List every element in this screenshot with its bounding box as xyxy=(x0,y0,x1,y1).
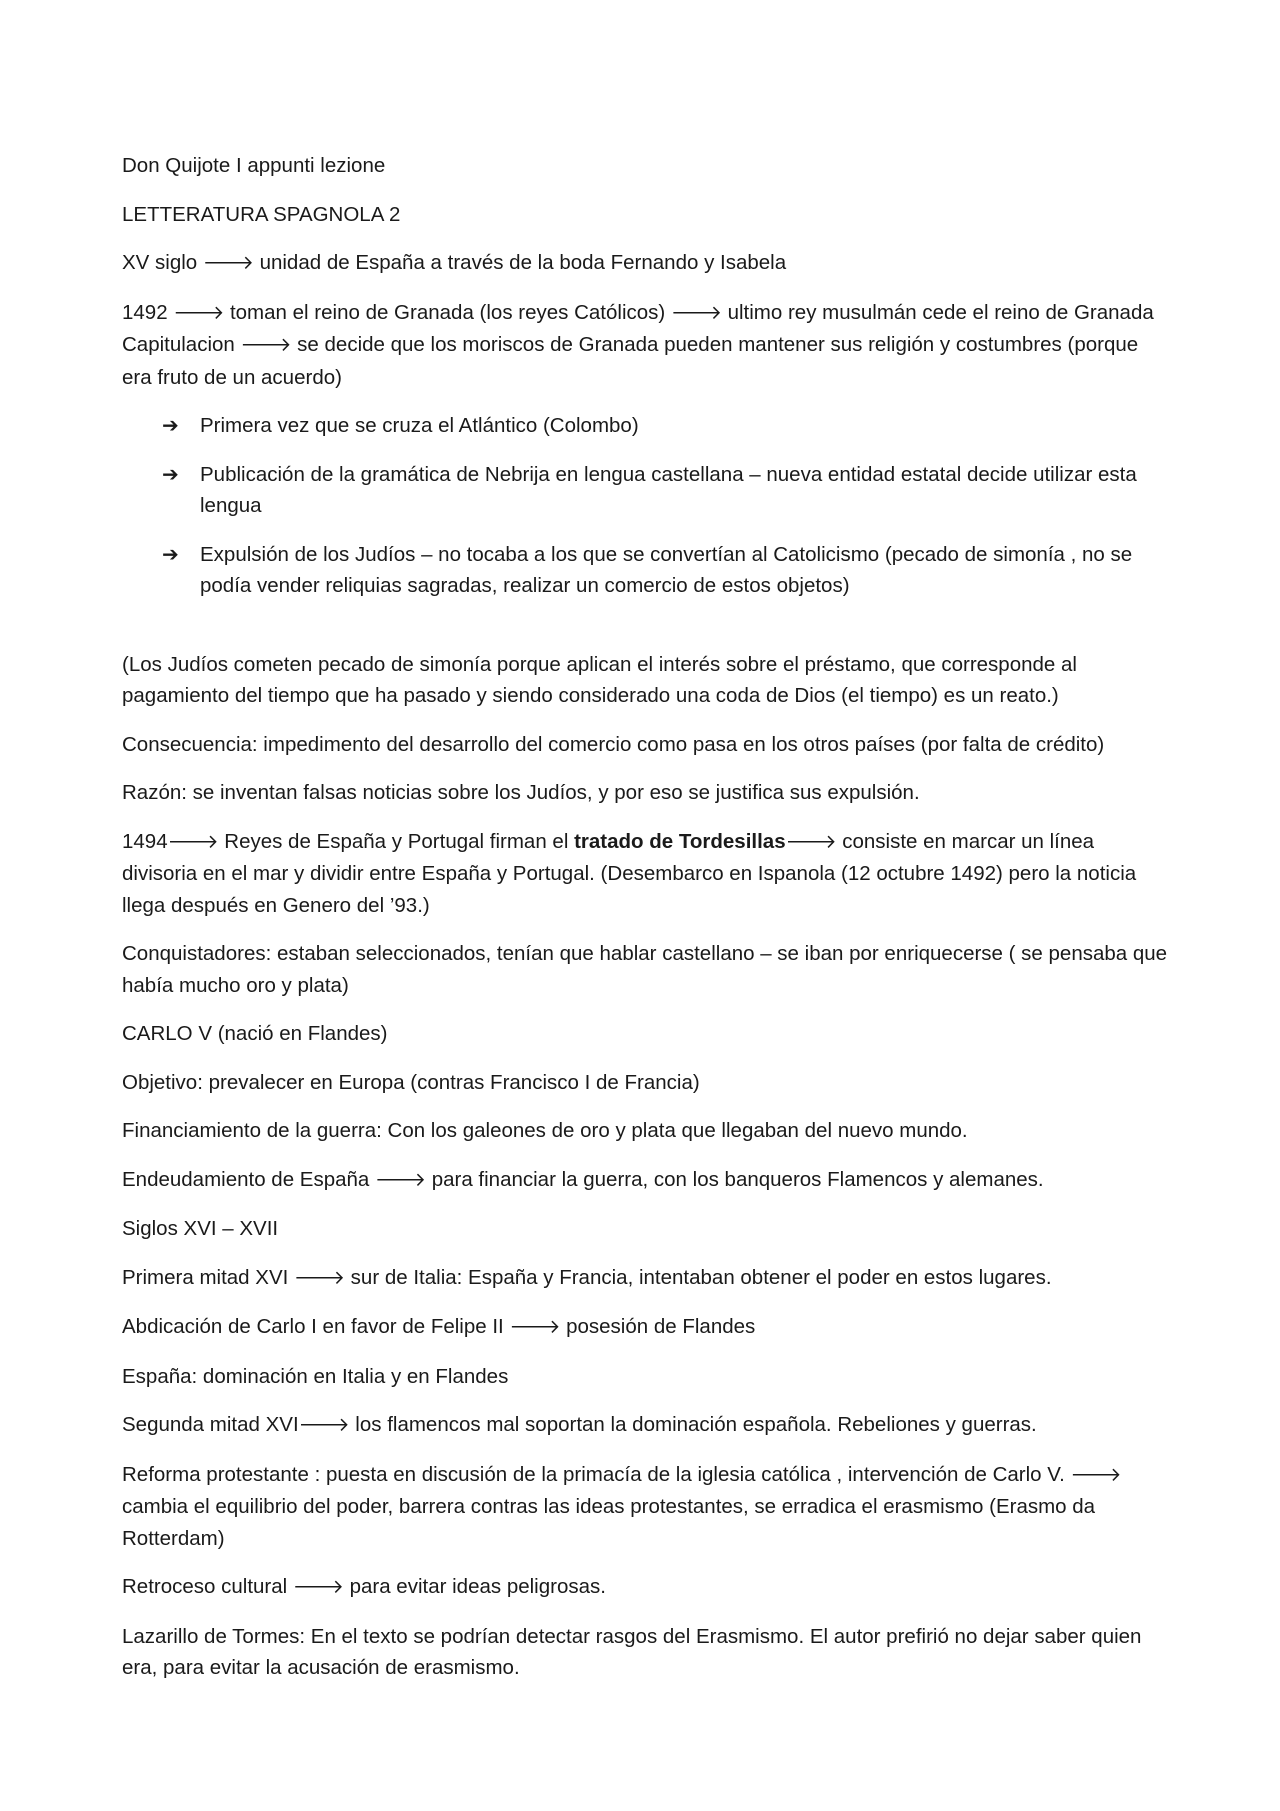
bullet-list xyxy=(122,410,1172,602)
blank-line xyxy=(122,619,1172,649)
bullet-arrow-icon: ➔ xyxy=(162,413,179,437)
list-item: ➔ Publicación de la gramática de Nebrija en lengua castellana – nueva entidad estatal decide utilizar esta lengua xyxy=(122,459,1172,522)
paragraph-1494: 1494🡒 Reyes de España y Portugal firman el tratado de Tordesillas🡒 consiste en marcar un línea divisoria en el mar y dividir entre España y Portugal. (Desembarco en Ispanola (12 octubre 1492) pero la noticia llega después en Genero del ’93.) xyxy=(122,829,1137,917)
paragraph-segunda-mitad: Segunda mitad XVI🡒 los flamencos mal soportan la dominación española. Rebeliones y guerras. xyxy=(122,1413,1037,1436)
paragraph-lazarillo: Lazarillo de Tormes: En el texto se podrían detectar rasgos del Erasmismo. El autor prefirió no dejar saber quien era, para evitar la acusación de erasmismo. xyxy=(122,1624,1142,1679)
paragraph-abdicacion: Abdicación de Carlo I en favor de Felipe II 🡒 posesión de Flandes xyxy=(122,1315,756,1338)
paragraph-xv-siglo: XV siglo 🡒 unidad de España a través de la boda Fernando y Isabela xyxy=(122,251,787,274)
list-item: ➔ Expulsión de los Judíos – no tocaba a los que se convertían al Catolicismo (pecado de simonía , no se podía vender reliquias sagradas, realizar un comercio de estos objetos) xyxy=(122,539,1172,602)
paragraph-consecuencia: Consecuencia: impedimento del desarrollo del comercio como pasa en los otros países (por falta de crédito) xyxy=(122,732,1105,756)
arrow-icon: 🡒 xyxy=(375,1168,426,1191)
paragraph-judios: (Los Judíos cometen pecado de simonía porque aplican el interés sobre el préstamo, que corresponde al pagamiento del tiempo que ha pasado y siendo considerado una coda de Dios (el tiempo) es un reato.) xyxy=(122,652,1077,707)
paragraph-objetivo: Objetivo: prevalecer en Europa (contras Francisco I de Francia) xyxy=(122,1070,700,1094)
paragraph-carlo: CARLO V (nació en Flandes) xyxy=(122,1022,388,1045)
arrow-icon: 🡒 xyxy=(240,334,292,356)
list-item: ➔ Primera vez que se cruza el Atlántico (Colombo) xyxy=(122,410,1172,442)
document-page xyxy=(122,150,1172,1701)
arrow-icon: 🡒 xyxy=(294,1266,345,1289)
arrow-icon: 🡒 xyxy=(298,1414,350,1436)
bullet-arrow-icon: ➔ xyxy=(162,461,179,486)
arrow-icon: 🡒 xyxy=(509,1316,561,1338)
paragraph-razon: Razón: se inventan falsas noticias sobre los Judíos, y por eso se justifica sus expulsión. xyxy=(122,781,920,804)
paragraph-conquistadores: Conquistadores: estaban seleccionados, tenían que hablar castellano – se iban por enriquecerse ( se pensaba que había mucho oro y plata) xyxy=(122,942,1168,997)
paragraph-reforma: Reforma protestante : puesta en discusión de la primacía de la iglesia católica , intervención de Carlo V. 🡒 cambia el equilibrio del poder, barrera contras las ideas protestantes, se erradica el erasmismo (Erasmo da Rotterdam) xyxy=(122,1462,1122,1550)
paragraph-financiamiento: Financiamiento de la guerra: Con los galeones de oro y plata que llegaban del nuevo mundo. xyxy=(122,1119,968,1142)
paragraph-retroceso: Retroceso cultural 🡒 para evitar ideas peligrosas. xyxy=(122,1575,606,1598)
bullet-arrow-icon: ➔ xyxy=(162,541,179,566)
arrow-icon: 🡒 xyxy=(202,252,254,274)
arrow-icon: 🡒 xyxy=(292,1576,344,1598)
course-name: LETTERATURA SPAGNOLA 2 xyxy=(122,202,401,226)
bold-term: tratado de Tordesillas xyxy=(574,829,786,853)
paragraph-endeudamiento: Endeudamiento de España 🡒 para financiar la guerra, con los banqueros Flamencos y alemanes. xyxy=(122,1167,1044,1191)
arrow-icon: 🡒 xyxy=(173,301,225,324)
paragraph-1492: 1492 🡒 toman el reino de Granada (los reyes Católicos) 🡒 ultimo rey musulmán cede el reino de Granada Capitulacion 🡒 se decide que los moriscos de Granada pueden mantener sus religión y costumbres (porque era fruto de un acuerdo) xyxy=(122,300,1154,389)
arrow-icon: 🡒 xyxy=(1070,1463,1122,1486)
doc-title: Don Quijote I appunti lezione xyxy=(122,154,386,177)
paragraph-espana: España: dominación en Italia y en Flandes xyxy=(122,1364,509,1388)
arrow-icon: 🡒 xyxy=(167,830,219,853)
paragraph-siglos: Siglos XVI – XVII xyxy=(122,1217,279,1240)
arrow-icon: 🡒 xyxy=(785,830,837,853)
arrow-icon: 🡒 xyxy=(670,301,722,324)
paragraph-primera-mitad: Primera mitad XVI 🡒 sur de Italia: España y Francia, intentaban obtener el poder en estos lugares. xyxy=(122,1265,1052,1289)
